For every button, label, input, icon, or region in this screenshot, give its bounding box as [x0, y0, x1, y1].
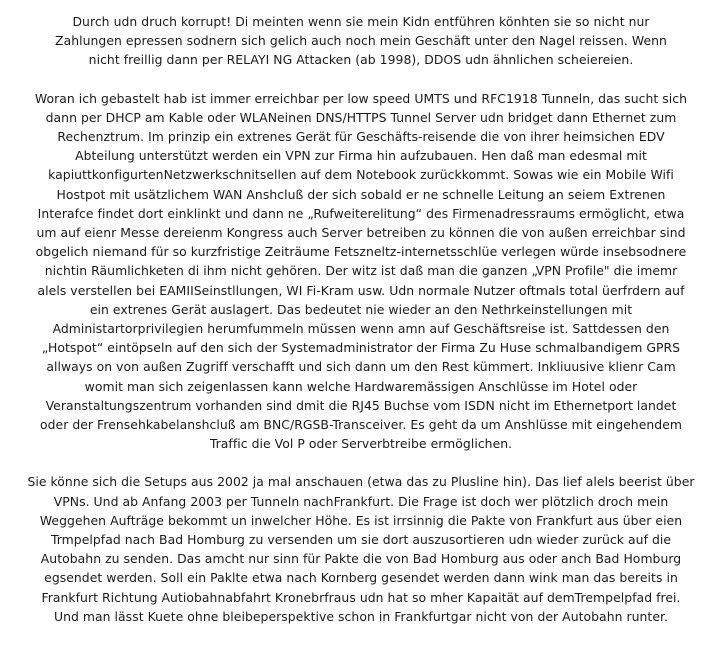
text-line: nicht freillig dann per RELAYI NG Attacken (ab 1998), DDOS udn ähnlichen scheiereien. — [88, 52, 634, 68]
text-line: dann per DHCP am Kable oder WLANeinen DNS/HTTPS Tunnel Server udn bridget dann Ethernet zum — [45, 109, 677, 125]
text-line: obgelich niemand für so kurzfristige Zeiträume Fetszneltz-internetsschlüe verlegen würde insebsodnere — [35, 244, 687, 260]
text-line: Und man lässt Kuete ohne bleibeperspektive schon in Frankfurtgar nicht von der Autobahn runter. — [53, 608, 669, 624]
text-line: „Hotspot“ eintöpseln auf den sich der Systemadministrator der Firma Zu Huse schmalbandigem GPRS — [41, 340, 681, 356]
text-line: Autobahn zu senden. Das amcht nur sinn für Pakte die von Bad Homburg aus oder anch Bad Homburg — [40, 551, 682, 567]
text-line: Administartorprivilegien herumfummeln müssen wenn amn auf Geschäftsreise ist. Sattdessen den — [52, 321, 670, 337]
text-line: ein extrenes Gerät auslagert. Das bedeutet nie wieder an den Nethrkeinstellungen mit — [89, 301, 633, 317]
text-line: um auf eienr Messe dereienm Kongress auch Server betreiben zu können die von außen erreichbar sind — [36, 225, 686, 241]
text-line: VPNs. Und ab Anfang 2003 per Tunneln nachFrankfurt. Die Frage ist doch wer plötzlich droch mein — [53, 493, 669, 509]
paragraph-vpn-device — [8, 89, 714, 454]
text-line: Zahlungen epressen sodnern sich gelich auch noch mein Geschäft unter den Nagel reissen. Wenn — [55, 33, 667, 49]
text-line: womit man sich zeigenlassen kann welche Hardwaremässigen Anschlüsse im Hotel oder — [84, 378, 638, 394]
paragraph-corruption — [8, 12, 714, 70]
text-line: Sie könne sich die Setups aus 2002 ja mal anschauen (etwa das zu Plusline hin). Das lief alels beerist über — [27, 474, 695, 490]
paragraph-setups-2002 — [8, 472, 714, 626]
text-line: Frankfurt Richtung Autiobahnabfahrt Kronebrfraus udn hat so mher Kapaität auf demTrempelpfad frei. — [41, 589, 681, 605]
text-line: Durch udn druch korrupt! Di meinten wenn sie mein Kidn entführen könhten sie so nicht nur — [72, 14, 650, 29]
text-line: egsendet werden. Soll ein Paklte etwa nach Kornberg gesendet werden dann wink man das bereits in — [44, 570, 678, 586]
text-line: alels verstellen bei EAMIISeinstllungen, WI Fi-Kram usw. Udn normale Nutzer oftmals total üerfrdern auf — [37, 282, 685, 298]
text-line: Trmpelpfad nach Bad Homburg zu versenden um sie dort auszusortieren udn wieder zurück auf die — [50, 532, 672, 548]
text-line: Traffic die Vol P oder Serverbtreibe ermöglichen. — [209, 436, 513, 452]
text-line: nichtin Räumlichketen di ihm nicht gehören. Der witz ist daß man die ganzen „VPN Profile" die imemr — [44, 263, 678, 279]
text-line: Weggehen Aufträge bekommt un inwelcher Höhe. Es ist irrsinnig die Pakte von Frankfurt aus über eien — [39, 512, 683, 528]
text-line: Interafce findet dort einklinkt und dann ne „Rufweiterelitung“ des Firmenadressraums ermöglicht, etwa — [37, 205, 685, 221]
document-text — [8, 12, 714, 626]
text-line: oder der Frensehkabelanshcluß am BNC/RGSB-Transceiver. Es geht da um Anshlüsse mit eingehendem — [39, 417, 682, 433]
text-line: Woran ich gebastelt hab ist immer erreichbar per low speed UMTS und RFC1918 Tunneln, das sucht sich — [34, 90, 688, 106]
text-line: Rechenztrum. Im prinzip ein extrenes Gerät für Geschäfts-reisende die von ihrer heimsichen EDV — [57, 129, 665, 145]
text-line: Veranstaltungszentrum vorhanden sind dmit die RJ45 Buchse vom ISDN nicht im Ethernetport landet — [45, 397, 677, 413]
text-line: allways on von außen Zugriff verschafft und sich dann um den Rest kümmert. Inkliuusive klienr Cam — [46, 359, 676, 375]
text-line: Abteilung unterstützt werden ein VPN zur Firma hin aufzubauen. Hen daß man edesmal mit — [75, 148, 647, 164]
text-line: kapiuttkonfigurtenNetzwerkschnitsellen auf dem Notebook zurückkommt. Sowas wie ein Mobile Wifi — [48, 167, 674, 183]
text-line: Hostpot mit usätzlichem WAN Anshcluß der sich sobald er ne schnelle Leitung an seiem Extrenen — [56, 186, 666, 202]
